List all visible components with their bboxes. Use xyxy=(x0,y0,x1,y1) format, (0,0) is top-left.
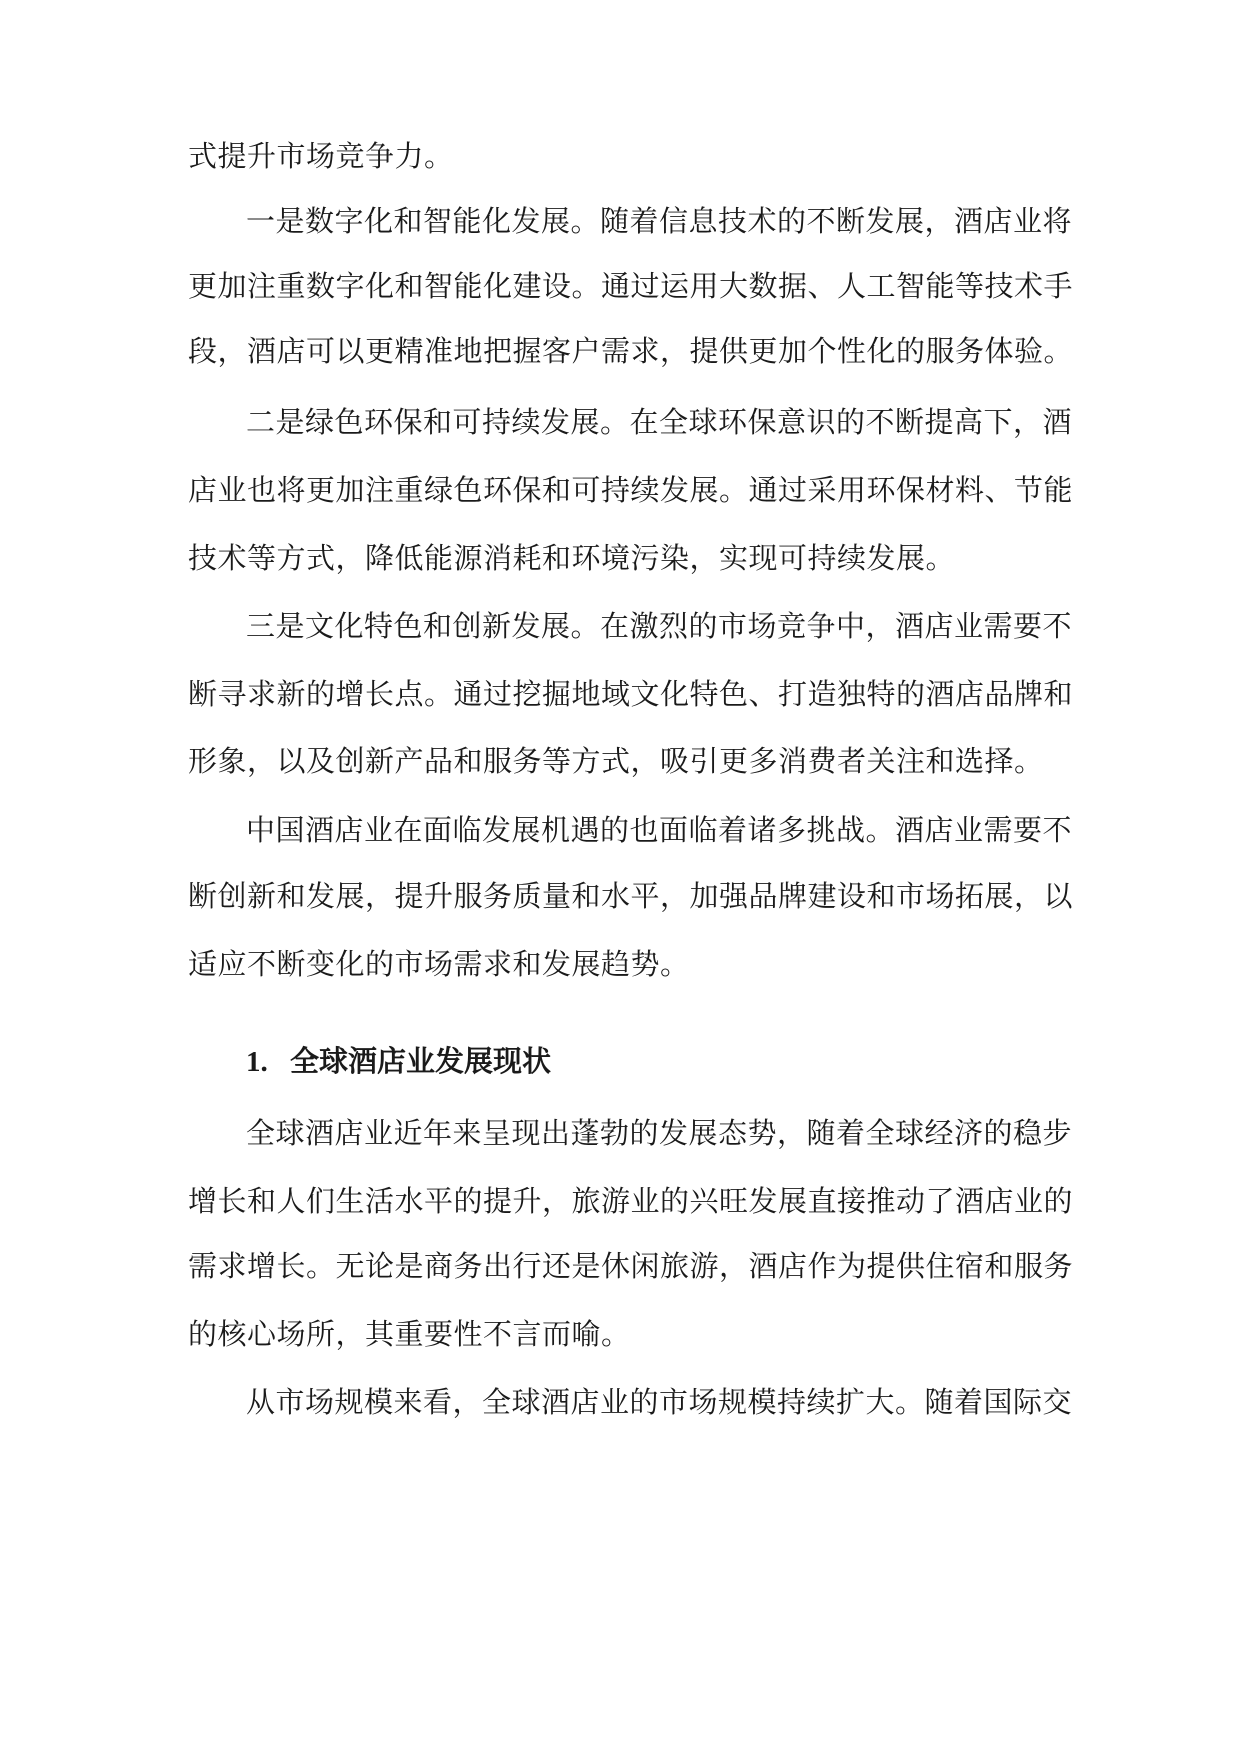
paragraph-line: 二是绿色环保和可持续发展。在全球环保意识的不断提高下，酒 xyxy=(246,405,1073,439)
paragraph-line: 技术等方式，降低能源消耗和环境污染，实现可持续发展。 xyxy=(188,541,956,575)
paragraph-line: 三是文化特色和创新发展。在激烈的市场竞争中，酒店业需要不 xyxy=(246,609,1073,643)
paragraph-line: 段，酒店可以更精准地把握客户需求，提供更加个性化的服务体验。 xyxy=(188,334,1074,368)
paragraph-line: 更加注重数字化和智能化建设。通过运用大数据、人工智能等技术手 xyxy=(188,269,1074,303)
paragraph-line: 适应不断变化的市场需求和发展趋势。 xyxy=(188,947,690,981)
paragraph-line: 全球酒店业近年来呈现出蓬勃的发展态势，随着全球经济的稳步 xyxy=(246,1116,1073,1150)
paragraph-line: 断寻求新的增长点。通过挖掘地域文化特色、打造独特的酒店品牌和 xyxy=(188,677,1074,711)
paragraph-line: 断创新和发展，提升服务质量和水平，加强品牌建设和市场拓展，以 xyxy=(188,879,1074,913)
section-title: 全球酒店业发展现状 xyxy=(290,1044,552,1078)
section-number: 1. xyxy=(246,1046,268,1078)
paragraph-line: 需求增长。无论是商务出行还是休闲旅游，酒店作为提供住宿和服务 xyxy=(188,1249,1074,1283)
section-heading xyxy=(246,1041,551,1081)
paragraph-line: 的核心场所，其重要性不言而喻。 xyxy=(188,1317,631,1351)
paragraph-line: 店业也将更加注重绿色环保和可持续发展。通过采用环保材料、节能 xyxy=(188,473,1074,507)
paragraph-line: 一是数字化和智能化发展。随着信息技术的不断发展，酒店业将 xyxy=(246,204,1073,238)
paragraph-line: 从市场规模来看，全球酒店业的市场规模持续扩大。随着国际交 xyxy=(246,1385,1073,1419)
paragraph-line: 式提升市场竞争力。 xyxy=(188,139,454,173)
paragraph-line: 形象，以及创新产品和服务等方式，吸引更多消费者关注和选择。 xyxy=(188,744,1044,778)
paragraph-line: 中国酒店业在面临发展机遇的也面临着诸多挑战。酒店业需要不 xyxy=(246,813,1073,847)
paragraph-line: 增长和人们生活水平的提升，旅游业的兴旺发展直接推动了酒店业的 xyxy=(188,1184,1074,1218)
